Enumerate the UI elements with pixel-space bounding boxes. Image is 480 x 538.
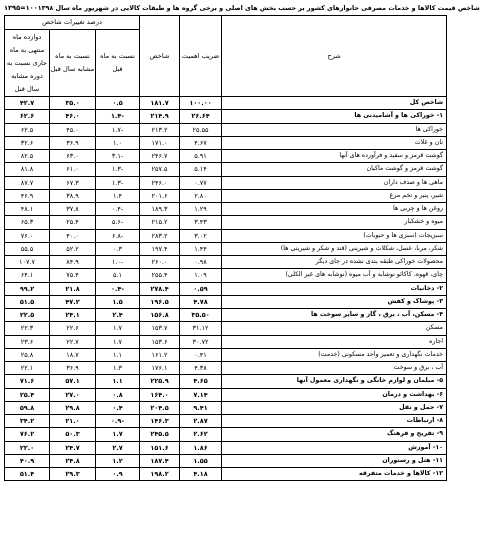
row-yoy-change: ۲۴.۷ — [50, 441, 96, 454]
row-description: سبزیجات (سبزی ها و حبوبات) — [222, 229, 447, 242]
row-monthly-change: -۳.۱ — [96, 150, 140, 163]
row-weight: ۷.۱۴ — [180, 388, 222, 401]
row-monthly-change: ۱.۱ — [96, 348, 140, 361]
row-description: مسکن — [222, 322, 447, 335]
row-twelve-month-change: ۲۳.۶ — [5, 335, 50, 348]
row-index: ۱۵۳.۷ — [140, 322, 180, 335]
row-twelve-month-change: ۶۲.۶ — [5, 110, 50, 123]
row-description: چای، قهوه، کاکائو نوشابه و آب میوه (نوشابه های غیر الکلی) — [222, 269, 447, 282]
table-row — [5, 176, 447, 189]
row-monthly-change: ۰.۴ — [96, 401, 140, 414]
row-monthly-change: ۱.۷ — [96, 428, 140, 441]
row-description: ۱۱- هتل و رستوران — [222, 454, 447, 467]
table-row — [5, 295, 447, 308]
table-row — [5, 242, 447, 255]
row-description: اجاره — [222, 335, 447, 348]
row-weight: ۵.۹۱ — [180, 150, 222, 163]
table-row — [5, 428, 447, 441]
row-monthly-change: ۱.۵ — [96, 295, 140, 308]
row-monthly-change: ۲.۴ — [96, 309, 140, 322]
row-index: ۱۶۴.۰ — [140, 388, 180, 401]
row-yoy-change: ۲۵.۴ — [50, 216, 96, 229]
row-monthly-change: -۵.۶ — [96, 216, 140, 229]
row-yoy-change: ۲۹.۳ — [50, 468, 96, 481]
row-index: ۲۲۵.۹ — [140, 375, 180, 388]
row-description: ۱- خوراکی ها و آشامیدنی ها — [222, 110, 447, 123]
row-description: ۳- پوشاک و کفش — [222, 295, 447, 308]
row-description: ۱۰- آموزش — [222, 441, 447, 454]
row-index: ۲۸۳.۲ — [140, 229, 180, 242]
row-index: ۲۱۳.۲ — [140, 123, 180, 136]
row-twelve-month-change: ۷۱.۶ — [5, 375, 50, 388]
row-index: ۲۴۶.۰ — [140, 176, 180, 189]
row-index: ۱۴۶.۳ — [140, 415, 180, 428]
table-row — [5, 454, 447, 467]
row-monthly-change: -۰.۴ — [96, 203, 140, 216]
row-index: ۱۵۶.۸ — [140, 309, 180, 322]
row-yoy-change: ۶۱.۰ — [50, 163, 96, 176]
row-twelve-month-change: ۳۲.۶ — [5, 136, 50, 149]
header-weight: ضریب اهمیت — [180, 16, 222, 97]
row-yoy-change: ۲۲.۷ — [50, 335, 96, 348]
title-row — [4, 2, 480, 14]
row-index: ۱۸۷.۴ — [140, 454, 180, 467]
row-monthly-change: -۱.۳ — [96, 176, 140, 189]
row-yoy-change: ۴۷.۲ — [50, 295, 96, 308]
row-monthly-change: ۰.۸ — [96, 388, 140, 401]
row-index: ۱۹۷.۴ — [140, 242, 180, 255]
row-index: ۲۱۴.۹ — [140, 110, 180, 123]
row-description: روغن ها و چربی ها — [222, 203, 447, 216]
row-monthly-change: -۰.۴ — [96, 282, 140, 295]
row-monthly-change: ۰.۹ — [96, 468, 140, 481]
row-description: ماهی ها و صدف داران — [222, 176, 447, 189]
table-row — [5, 388, 447, 401]
row-description: شیر، پنیر و تخم مرغ — [222, 189, 447, 202]
row-description: ۶- بهداشت و درمان — [222, 388, 447, 401]
row-twelve-month-change: ۵۵.۵ — [5, 242, 50, 255]
row-twelve-month-change: ۲۲.۳ — [5, 322, 50, 335]
row-twelve-month-change: ۵۱.۴ — [5, 468, 50, 481]
table-row — [5, 123, 447, 136]
row-description: ۵- مبلمان و لوازم خانگی و نگهداری معمول آنها — [222, 375, 447, 388]
row-monthly-change: ۵.۱ — [96, 269, 140, 282]
row-weight: ۲۶.۶۴ — [180, 110, 222, 123]
row-weight: ۰.۹۸ — [180, 256, 222, 269]
row-monthly-change: ۱.۷ — [96, 322, 140, 335]
table-row — [5, 335, 447, 348]
row-twelve-month-change: ۴۲.۷ — [5, 97, 50, 110]
row-weight: ۳۱.۱۲ — [180, 322, 222, 335]
row-twelve-month-change: ۸۲.۵ — [5, 150, 50, 163]
row-yoy-change: ۵۲.۲ — [50, 242, 96, 255]
row-twelve-month-change: ۵۱.۵ — [5, 295, 50, 308]
row-description: نان و غلات — [222, 136, 447, 149]
row-weight: ۹.۴۱ — [180, 401, 222, 414]
base-year-label: ۱۰۰=۱۳۹۵ — [4, 4, 38, 12]
row-monthly-change: ۱.۴ — [96, 189, 140, 202]
row-monthly-change: -۶.۸ — [96, 229, 140, 242]
row-twelve-month-change: ۹۹.۲ — [5, 282, 50, 295]
row-twelve-month-change: ۶۴.۱ — [5, 269, 50, 282]
row-monthly-change: -۱.۳ — [96, 163, 140, 176]
row-index: ۱۵۱.۶ — [140, 441, 180, 454]
row-twelve-month-change: ۸۷.۷ — [5, 176, 50, 189]
row-index: ۱۹۶.۵ — [140, 295, 180, 308]
row-yoy-change: ۵۰.۳ — [50, 428, 96, 441]
row-description: ۲- دخانیات — [222, 282, 447, 295]
row-weight: ۳۵.۵۰ — [180, 309, 222, 322]
row-twelve-month-change: ۲۲.۵ — [5, 309, 50, 322]
row-twelve-month-change: ۴۶.۹ — [5, 189, 50, 202]
row-description: گوشت قرمز و گوشت ماکیان — [222, 163, 447, 176]
row-yoy-change: ۳۶.۹ — [50, 136, 96, 149]
row-yoy-change: ۳۶.۹ — [50, 362, 96, 375]
row-weight: ۱.۵۵ — [180, 454, 222, 467]
row-monthly-change: ۱.۳ — [96, 362, 140, 375]
row-index: ۲۰۴.۵ — [140, 401, 180, 414]
row-twelve-month-change: ۲۵.۴ — [5, 388, 50, 401]
row-index: ۲۱۵.۲ — [140, 216, 180, 229]
header-index: شاخص — [140, 16, 180, 97]
cpi-table — [4, 15, 447, 481]
row-weight: ۲.۸۷ — [180, 415, 222, 428]
row-weight: ۲۵.۵۵ — [180, 123, 222, 136]
row-description: ۴- مسکن، آب ، برق ، گاز و سایر سوخت ها — [222, 309, 447, 322]
table-row — [5, 216, 447, 229]
row-twelve-month-change: ۶۵.۳ — [5, 216, 50, 229]
row-index: ۱۷۱.۰ — [140, 136, 180, 149]
table-row — [5, 468, 447, 481]
row-weight: ۳۰.۷۲ — [180, 335, 222, 348]
row-weight: ۵.۱۴ — [180, 163, 222, 176]
row-monthly-change: ۱.۲ — [96, 454, 140, 467]
table-row — [5, 150, 447, 163]
row-index: ۱۸۱.۷ — [140, 97, 180, 110]
row-index: ۲۵۵.۴ — [140, 269, 180, 282]
row-index: ۱۸۹.۳ — [140, 203, 180, 216]
table-row — [5, 282, 447, 295]
row-weight: ۴.۳۸ — [180, 362, 222, 375]
row-monthly-change: -۱.۷ — [96, 123, 140, 136]
row-index: ۲۴۶.۷ — [140, 150, 180, 163]
row-weight: ۱.۲۹ — [180, 203, 222, 216]
table-row — [5, 256, 447, 269]
row-weight: ۴.۱۸ — [180, 468, 222, 481]
row-description: شکر، مربا، عسل، شکلات و شیرینی (قند و شکر و شیرینی ها) — [222, 242, 447, 255]
row-weight: ۳.۴۳ — [180, 216, 222, 229]
row-weight: ۰.۵۹ — [180, 282, 222, 295]
row-weight: ۱.۰۹ — [180, 269, 222, 282]
row-yoy-change: ۲۴.۱ — [50, 309, 96, 322]
row-yoy-change: ۵۷.۱ — [50, 375, 96, 388]
row-twelve-month-change: ۲۵.۸ — [5, 348, 50, 361]
row-yoy-change: ۱۸.۷ — [50, 348, 96, 361]
row-description: ۸- ارتباطات — [222, 415, 447, 428]
row-monthly-change: ۰.۳ — [96, 242, 140, 255]
header-row — [5, 16, 447, 30]
row-description: ۷- حمل و نقل — [222, 401, 447, 414]
row-description: ۱۲- کالاها و خدمات متفرقه — [222, 468, 447, 481]
header-twelve-month: دوازده ماه منتهی به ماه جاری نسبت به دوره مشابه سال قبل — [5, 30, 50, 97]
row-weight: ۱.۴۴ — [180, 242, 222, 255]
row-monthly-change: -۱.۰ — [96, 256, 140, 269]
header-change-group: درصد تغییرات شاخص — [5, 16, 140, 30]
row-index: ۲۵۷.۵ — [140, 163, 180, 176]
row-weight: ۲.۸۰ — [180, 189, 222, 202]
row-monthly-change: ۱.۱ — [96, 375, 140, 388]
row-twelve-month-change: ۶۲.۵ — [5, 123, 50, 136]
row-monthly-change: ۰.۵ — [96, 97, 140, 110]
row-yoy-change: ۲۱.۸ — [50, 282, 96, 295]
row-yoy-change: ۶۳.۰ — [50, 150, 96, 163]
table-row — [5, 110, 447, 123]
table-row — [5, 441, 447, 454]
row-yoy-change: ۲۹.۸ — [50, 401, 96, 414]
row-index: ۲۶۰.۰ — [140, 256, 180, 269]
row-monthly-change: ۱.۷ — [96, 335, 140, 348]
row-monthly-change: ۲.۷ — [96, 441, 140, 454]
row-twelve-month-change: ۲۲.۱ — [5, 362, 50, 375]
row-twelve-month-change: ۳۴.۲ — [5, 415, 50, 428]
row-twelve-month-change: ۷۶.۲ — [5, 428, 50, 441]
row-twelve-month-change: ۱۰۷.۷ — [5, 256, 50, 269]
row-description: میوه و خشکبار — [222, 216, 447, 229]
row-description: گوشت قرمز و سفید و فرآورده های آنها — [222, 150, 447, 163]
row-yoy-change: ۲۷.۰ — [50, 388, 96, 401]
row-weight: ۴.۷۸ — [180, 295, 222, 308]
row-twelve-month-change: ۸۱.۸ — [5, 163, 50, 176]
row-description: ۹- تفریح و فرهنگ — [222, 428, 447, 441]
row-index: ۲۷۸.۴ — [140, 282, 180, 295]
row-yoy-change: ۲۲.۶ — [50, 322, 96, 335]
row-weight: ۴.۶۵ — [180, 375, 222, 388]
row-yoy-change: ۷۵.۴ — [50, 269, 96, 282]
row-description: آب ، برق و سوخت — [222, 362, 447, 375]
row-yoy-change: ۲۱.۰ — [50, 415, 96, 428]
table-row — [5, 322, 447, 335]
row-weight: ۱۰۰.۰۰ — [180, 97, 222, 110]
row-yoy-change: ۳۷.۸ — [50, 203, 96, 216]
table-row — [5, 348, 447, 361]
row-weight: ۰.۴۱ — [180, 348, 222, 361]
header-yoy: نسبت به ماه مشابه سال قبل — [50, 30, 96, 97]
row-index: ۲۴۵.۵ — [140, 428, 180, 441]
row-yoy-change: ۳۵.۰ — [50, 97, 96, 110]
row-description: خدمات نگهداری و تعمیر واحد مسکونی (خدمت) — [222, 348, 447, 361]
row-index: ۱۷۶.۱ — [140, 362, 180, 375]
table-row — [5, 415, 447, 428]
table-row — [5, 203, 447, 216]
header-monthly: نسبت به ماه قبل — [96, 30, 140, 97]
table-row — [5, 97, 447, 110]
table-row — [5, 269, 447, 282]
row-weight: ۱.۸۶ — [180, 441, 222, 454]
row-yoy-change: ۴۶.۰ — [50, 110, 96, 123]
row-weight: ۰.۷۷ — [180, 176, 222, 189]
table-row — [5, 362, 447, 375]
table-body — [5, 97, 447, 481]
row-description: خوراکی ها — [222, 123, 447, 136]
table-row — [5, 375, 447, 388]
row-monthly-change: ۱.۰ — [96, 136, 140, 149]
page-title: شاخص قیمت کالاها و خدمات مصرفی خانوارهای کشور بر حسب بخش های اصلی و برخی گروه ها و طبقات کالایی در شهریور ماه سال ۱۳۹۸ — [37, 4, 480, 12]
row-weight: ۲.۶۲ — [180, 428, 222, 441]
row-yoy-change: ۴۵.۰ — [50, 123, 96, 136]
row-weight: ۴.۶۷ — [180, 136, 222, 149]
row-yoy-change: ۲۴.۸ — [50, 454, 96, 467]
row-index: ۱۶۱.۲ — [140, 348, 180, 361]
row-monthly-change: -۰.۹ — [96, 415, 140, 428]
row-description: شاخص کل — [222, 97, 447, 110]
row-monthly-change: -۱.۴ — [96, 110, 140, 123]
row-index: ۱۵۳.۶ — [140, 335, 180, 348]
row-twelve-month-change: ۷۶.۰ — [5, 229, 50, 242]
row-index: ۱۹۸.۲ — [140, 468, 180, 481]
row-weight: ۳.۰۲ — [180, 229, 222, 242]
row-twelve-month-change: ۲۲.۰ — [5, 441, 50, 454]
header-description: شرح — [222, 16, 447, 97]
row-yoy-change: ۶۷.۳ — [50, 176, 96, 189]
table-row — [5, 229, 447, 242]
row-twelve-month-change: ۴۸.۱ — [5, 203, 50, 216]
row-yoy-change: ۴۰.۰ — [50, 229, 96, 242]
row-index: ۲۰۱.۶ — [140, 189, 180, 202]
table-row — [5, 401, 447, 414]
row-yoy-change: ۳۸.۹ — [50, 189, 96, 202]
table-row — [5, 309, 447, 322]
table-row — [5, 163, 447, 176]
table-row — [5, 136, 447, 149]
row-description: محصولات خوراکی طبقه بندی نشده در جای دیگر — [222, 256, 447, 269]
row-twelve-month-change: ۵۹.۸ — [5, 401, 50, 414]
row-twelve-month-change: ۴۰.۹ — [5, 454, 50, 467]
row-yoy-change: ۸۴.۹ — [50, 256, 96, 269]
table-row — [5, 189, 447, 202]
